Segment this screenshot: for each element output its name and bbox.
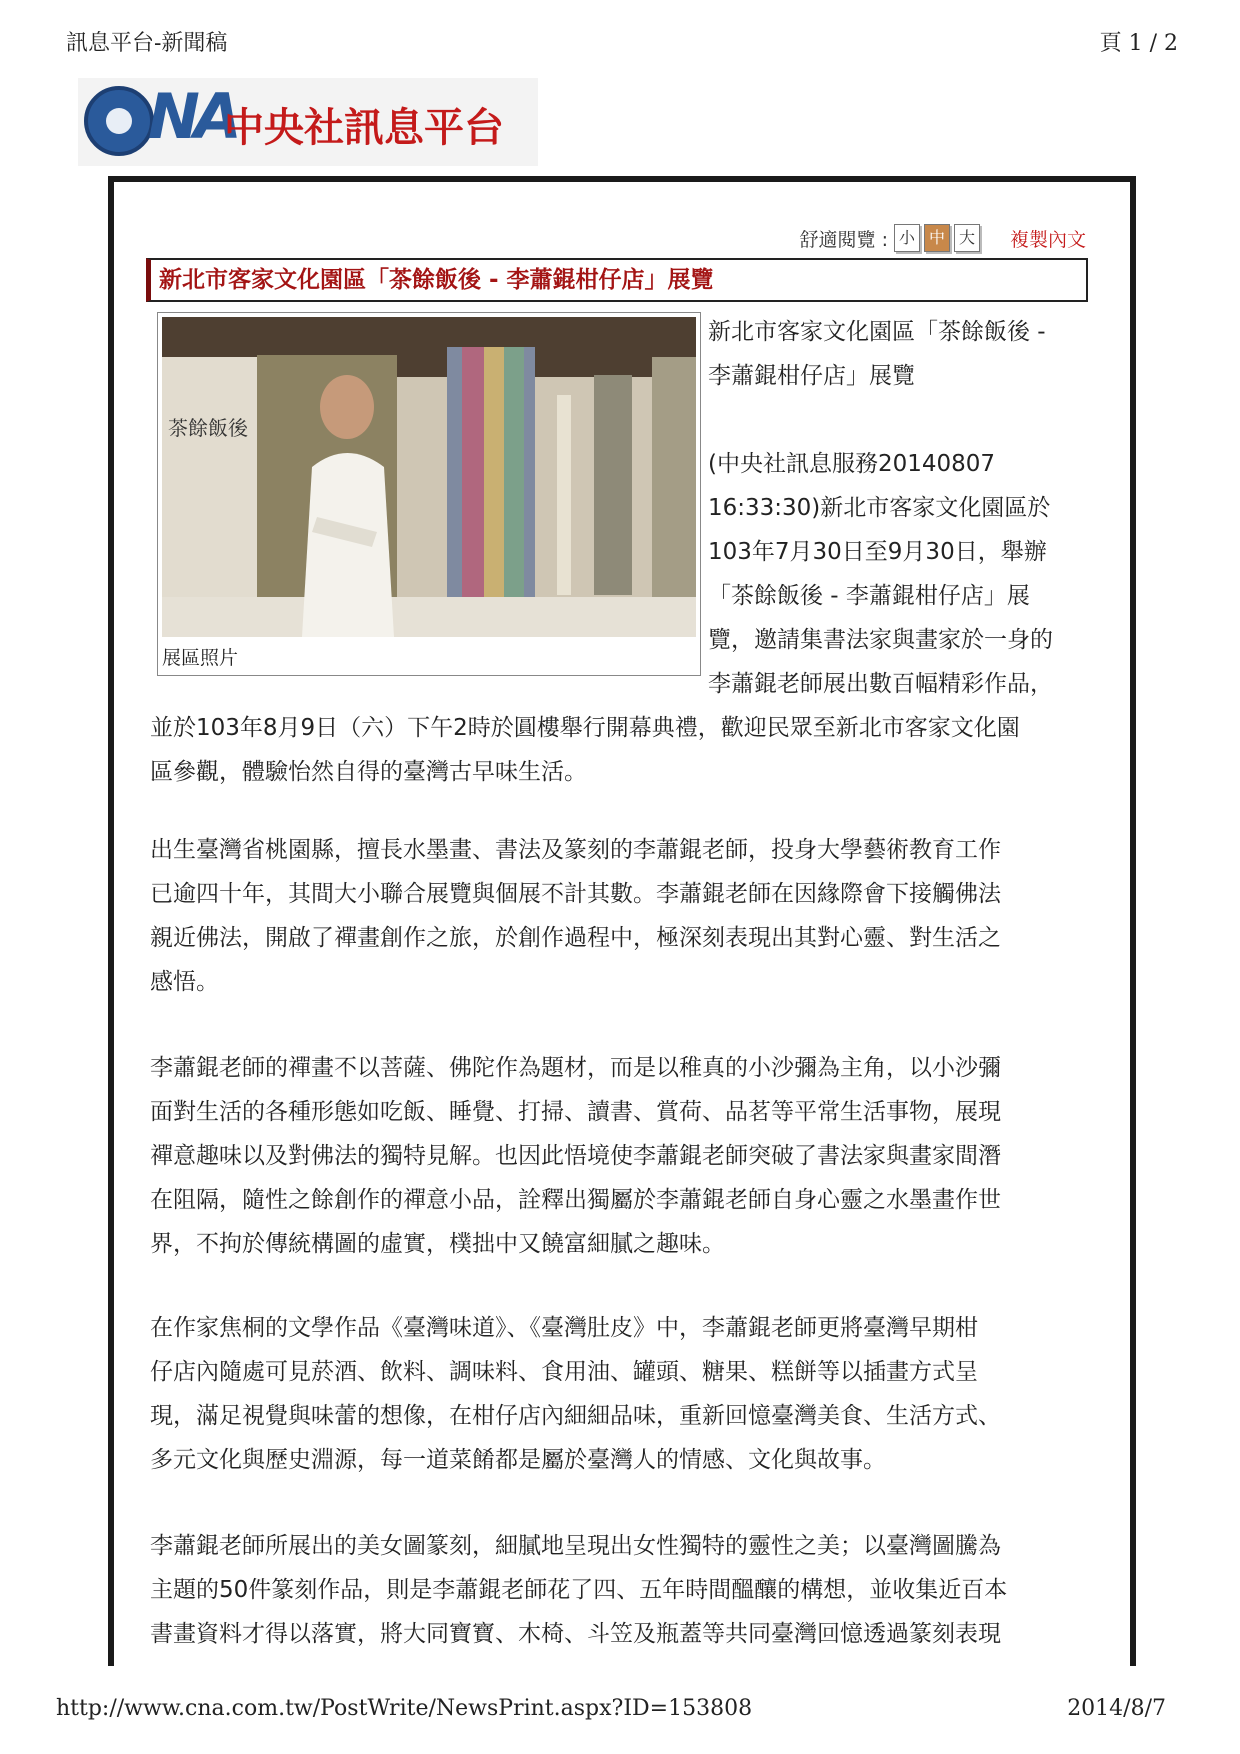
text-line: 已逾四十年，其間大小聯合展覽與個展不計其數。李蕭錕老師在因緣際會下接觸佛法 <box>150 881 1001 907</box>
print-header-title: 訊息平台-新聞稿 <box>66 31 228 56</box>
exhibition-photo <box>157 312 701 676</box>
article-lead-wrapped <box>708 310 1088 706</box>
article-title: 新北市客家文化園區「茶餘飯後 - 李蕭錕柑仔店」展覽 <box>146 258 1088 302</box>
cna-logo <box>78 78 538 166</box>
text-line: 多元文化與歷史淵源，每一道菜餚都是屬於臺灣人的情感、文化與故事。 <box>150 1447 886 1473</box>
globe-icon <box>84 86 154 156</box>
text-line <box>708 398 1088 442</box>
text-line: 覽，邀請集書法家與畫家於一身的 <box>708 627 1053 653</box>
text-line: 「茶餘飯後 - 李蕭錕柑仔店」展 <box>708 583 1030 609</box>
text-line: 親近佛法，開啟了禪畫創作之旅，於創作過程中，極深刻表現出其對心靈、對生活之 <box>150 925 1001 951</box>
font-medium-button[interactable]: 中 <box>924 224 950 252</box>
copy-content-link[interactable]: 複製內文 <box>1009 228 1086 251</box>
text-line: 李蕭錕老師展出數百幅精彩作品， <box>708 671 1053 697</box>
article-paragraph-2 <box>150 828 1090 1004</box>
text-line: 在阻隔，隨性之餘創作的禪意小品，詮釋出獨屬於李蕭錕老師自身心靈之水墨畫作世 <box>150 1187 1001 1213</box>
reading-toolbar <box>800 220 1086 256</box>
text-line: 書畫資料才得以落實，將大同寶寶、木椅、斗笠及瓶蓋等共同臺灣回憶透過篆刻表現 <box>150 1621 1001 1647</box>
text-line: 103年7月30日至9月30日，舉辦 <box>708 539 1047 565</box>
photo-caption: 展區照片 <box>162 647 239 669</box>
print-footer-date: 2014/8/7 <box>1067 1696 1166 1721</box>
exhibition-photo-image <box>162 317 696 637</box>
article-paragraph-4 <box>150 1306 1090 1482</box>
text-line: 出生臺灣省桃園縣，擅長水墨畫、書法及篆刻的李蕭錕老師，投身大學藝術教育工作 <box>150 837 1001 863</box>
text-line: 並於103年8月9日（六）下午2時於圓樓舉行開幕典禮，歡迎民眾至新北市客家文化園 <box>150 715 1020 741</box>
photo-artwork-text: 茶餘飯後 <box>168 416 248 440</box>
article-paragraph-3 <box>150 1046 1090 1266</box>
logo-text: 中央社訊息平台 <box>224 105 504 151</box>
text-line: 禪意趣味以及對佛法的獨特見解。也因此悟境使李蕭錕老師突破了書法家與畫家間潛 <box>150 1143 1001 1169</box>
text-line: 李蕭錕柑仔店」展覽 <box>708 363 915 389</box>
text-line: 現，滿足視覺與味蕾的想像，在柑仔店內細細品味，重新回憶臺灣美食、生活方式、 <box>150 1403 1001 1429</box>
text-line: 李蕭錕老師所展出的美女圖篆刻，細膩地呈現出女性獨特的靈性之美；以臺灣圖騰為 <box>150 1533 1001 1559</box>
text-line: 在作家焦桐的文學作品《臺灣味道》、《臺灣肚皮》中，李蕭錕老師更將臺灣早期柑 <box>150 1315 978 1341</box>
article-paragraph-5 <box>150 1524 1090 1656</box>
font-small-button[interactable]: 小 <box>894 224 920 252</box>
text-line: 李蕭錕老師的禪畫不以菩薩、佛陀作為題材，而是以稚真的小沙彌為主角，以小沙彌 <box>150 1055 1001 1081</box>
text-line: 16:33:30)新北市客家文化園區於 <box>708 495 1051 521</box>
text-line: 感悟。 <box>150 969 219 995</box>
text-line: 面對生活的各種形態如吃飯、睡覺、打掃、讀書、賞荷、品茗等平常生活事物，展現 <box>150 1099 1001 1125</box>
article-lead-continued <box>150 706 1090 794</box>
text-line: 仔店內隨處可見菸酒、飲料、調味料、食用油、罐頭、糖果、糕餅等以插畫方式呈 <box>150 1359 978 1385</box>
text-line: 主題的50件篆刻作品，則是李蕭錕老師花了四、五年時間醞釀的構想，並收集近百本 <box>150 1577 1008 1603</box>
font-large-button[interactable]: 大 <box>954 224 980 252</box>
comfort-reading-label: 舒適閱覽 : <box>799 228 888 251</box>
logo-na-mark: NA <box>148 80 236 153</box>
text-line: 新北市客家文化園區「茶餘飯後 - <box>708 319 1046 345</box>
print-footer-url: http://www.cna.com.tw/PostWrite/NewsPrint.aspx?ID=153808 <box>56 1696 753 1721</box>
text-line: 區參觀，體驗怡然自得的臺灣古早味生活。 <box>150 759 587 785</box>
print-page-number: 頁 1 / 2 <box>1099 31 1178 56</box>
text-line: 界，不拘於傳統構圖的虛實，樸拙中又饒富細膩之趣味。 <box>150 1231 725 1257</box>
text-line: (中央社訊息服務20140807 <box>708 451 996 477</box>
